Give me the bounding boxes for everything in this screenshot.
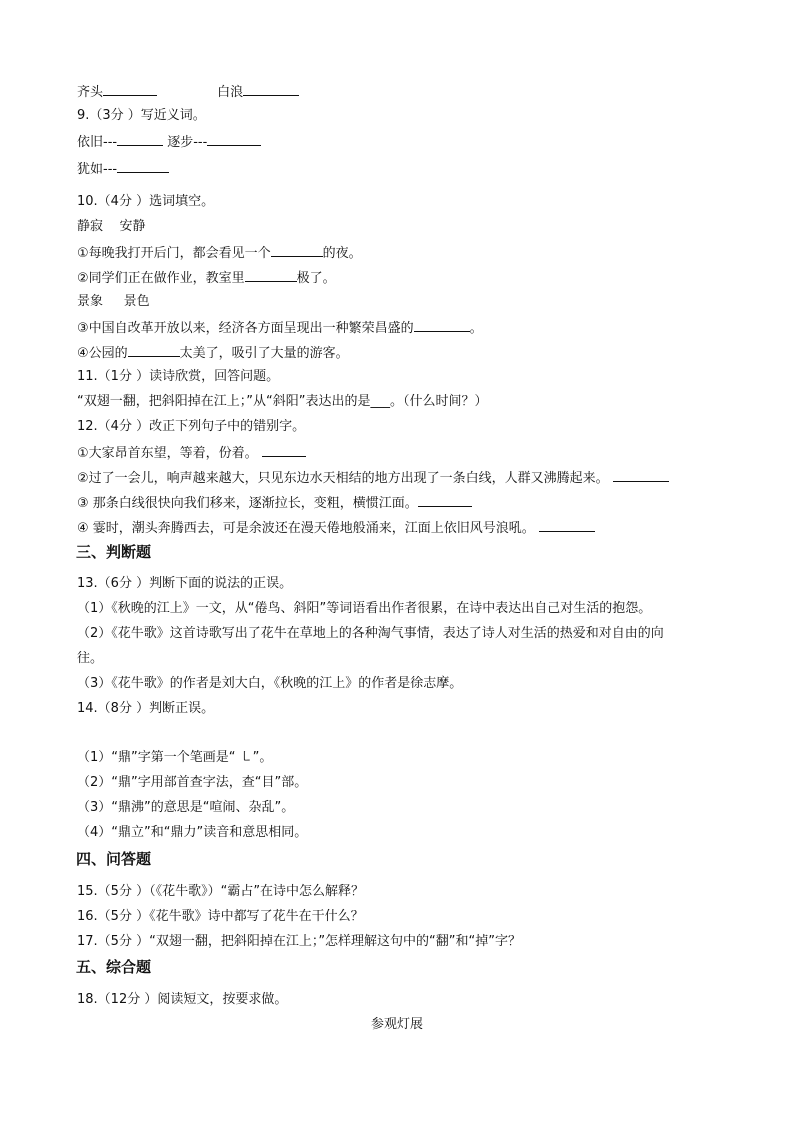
answer-blank[interactable] [128, 343, 180, 357]
q8-tail-line [77, 82, 299, 102]
q9-word-3: 犹如--- [77, 162, 118, 177]
answer-blank[interactable] [262, 443, 306, 457]
q10-s2-tail: 极了。 [296, 271, 336, 286]
q14-title: 14.（8分 ）判断正误。 [77, 701, 215, 716]
q13-statement-1: （1）《秋晚的江上》一文，从“倦鸟、斜阳”等词语看出作者很累，在诗中表达出自己对生活的抱怨。 [77, 601, 652, 616]
q18: 18.（12分 ）阅读短文，按要求做。 [77, 992, 288, 1007]
q9-line-1 [77, 132, 261, 152]
answer-blank[interactable] [271, 243, 323, 257]
q12-s1-text: ①大家昂首东望，等着，份着。 [77, 446, 258, 461]
passage-title: 参观灯展 [370, 1017, 423, 1032]
q8-word-b: 白浪 [217, 85, 244, 100]
q13-statement-3: （3）《花牛歌》的作者是刘大白，《秋晚的江上》的作者是徐志摩。 [77, 676, 463, 691]
q10-sentence-1 [77, 243, 362, 263]
q13-statement-2b: 往。 [77, 651, 104, 666]
q13-statement-2a: （2）《花牛歌》这首诗歌写出了花牛在草地上的各种淘气事情，表达了诗人对生活的热爱和对自由的向 [77, 626, 664, 641]
answer-blank[interactable] [117, 132, 163, 146]
q12-sentence-4 [77, 518, 595, 538]
q10-s4-tail: 太美了，吸引了大量的游客。 [179, 346, 349, 361]
q10-s4-text: ④公园的 [77, 346, 128, 361]
answer-blank[interactable] [243, 82, 299, 96]
q12-s2-text: ②过了一会儿，响声越来越大，只见东边水天相结的地方出现了一条白线，人群又沸腾起来。 [77, 471, 609, 486]
answer-blank[interactable] [207, 132, 261, 146]
q11-title: 11.（1分 ）读诗欣赏，回答问题。 [77, 369, 280, 384]
answer-blank[interactable] [539, 518, 595, 532]
answer-blank[interactable] [103, 82, 157, 96]
q8-word-a: 齐头 [77, 85, 104, 100]
q11-text: “双翅一翻，把斜阳掉在江上；”从“斜阳”表达出的是___。（什么时间？） [77, 394, 488, 409]
q12-s4-text: ④ 霎时，潮头奔腾西去，可是余波还在漫天倦地般涌来，江面上依旧风号浪吼。 [77, 521, 535, 536]
answer-blank[interactable] [245, 268, 297, 282]
q12-sentence-2 [77, 468, 669, 488]
q10-s2-text: ②同学们正在做作业，教室里 [77, 271, 245, 286]
q13-title: 13.（6分 ）判断下面的说法的正误。 [77, 576, 293, 591]
q10-words-1: 静寂 安静 [77, 219, 146, 234]
section-heading-3: 三、判断题 [76, 543, 152, 561]
q9-title: 9.（3分 ）写近义词。 [77, 108, 206, 123]
q10-words-2: 景象 景色 [77, 294, 150, 309]
answer-blank[interactable] [418, 493, 472, 507]
q16: 16.（5分 ）《花牛歌》诗中都写了花牛在干什么？ [77, 909, 364, 924]
q10-title: 10.（4分 ）选词填空。 [77, 194, 215, 209]
q10-sentence-4 [77, 343, 349, 363]
section-heading-5: 五、综合题 [76, 958, 152, 976]
q17: 17.（5分 ）“双翅一翻，把斜阳掉在江上；”怎样理解这句中的“翻”和“掉”字？ [77, 934, 521, 949]
q10-s3-text: ③中国自改革开放以来，经济各方面呈现出一种繁荣昌盛的 [77, 321, 414, 336]
q12-title: 12.（4分 ）改正下列句子中的错别字。 [77, 419, 306, 434]
q12-sentence-1 [77, 443, 306, 463]
q9-word-2: 逐步--- [167, 135, 208, 150]
answer-blank[interactable] [613, 468, 669, 482]
q10-s1-text: ①每晚我打开后门，都会看见一个 [77, 246, 271, 261]
q10-sentence-2 [77, 268, 336, 288]
q10-sentence-3 [77, 318, 483, 338]
q15: 15.（5分 ）（《花牛歌》）“霸占”在诗中怎么解释？ [77, 884, 365, 899]
q14-statement-1: （1）“鼎”字第一个笔画是“ ㇄”。 [77, 750, 273, 765]
q12-sentence-3 [77, 493, 472, 513]
section-heading-4: 四、问答题 [76, 850, 152, 868]
answer-blank[interactable] [414, 318, 470, 332]
q14-statement-3: （3）“鼎沸”的意思是“喧闹、杂乱”。 [77, 800, 295, 815]
q10-s3-tail: 。 [469, 321, 483, 336]
q9-word-1: 依旧--- [77, 135, 118, 150]
q14-statement-2: （2）“鼎”字用部首查字法，查“目”部。 [77, 775, 308, 790]
q12-s3-text: ③ 那条白线很快向我们移来，逐渐拉长，变粗，横惯江面。 [77, 496, 418, 511]
q10-s1-tail: 的夜。 [322, 246, 362, 261]
q14-statement-4: （4）“鼎立”和“鼎力”读音和意思相同。 [77, 825, 308, 840]
q9-line-2 [77, 159, 169, 179]
answer-blank[interactable] [117, 159, 169, 173]
